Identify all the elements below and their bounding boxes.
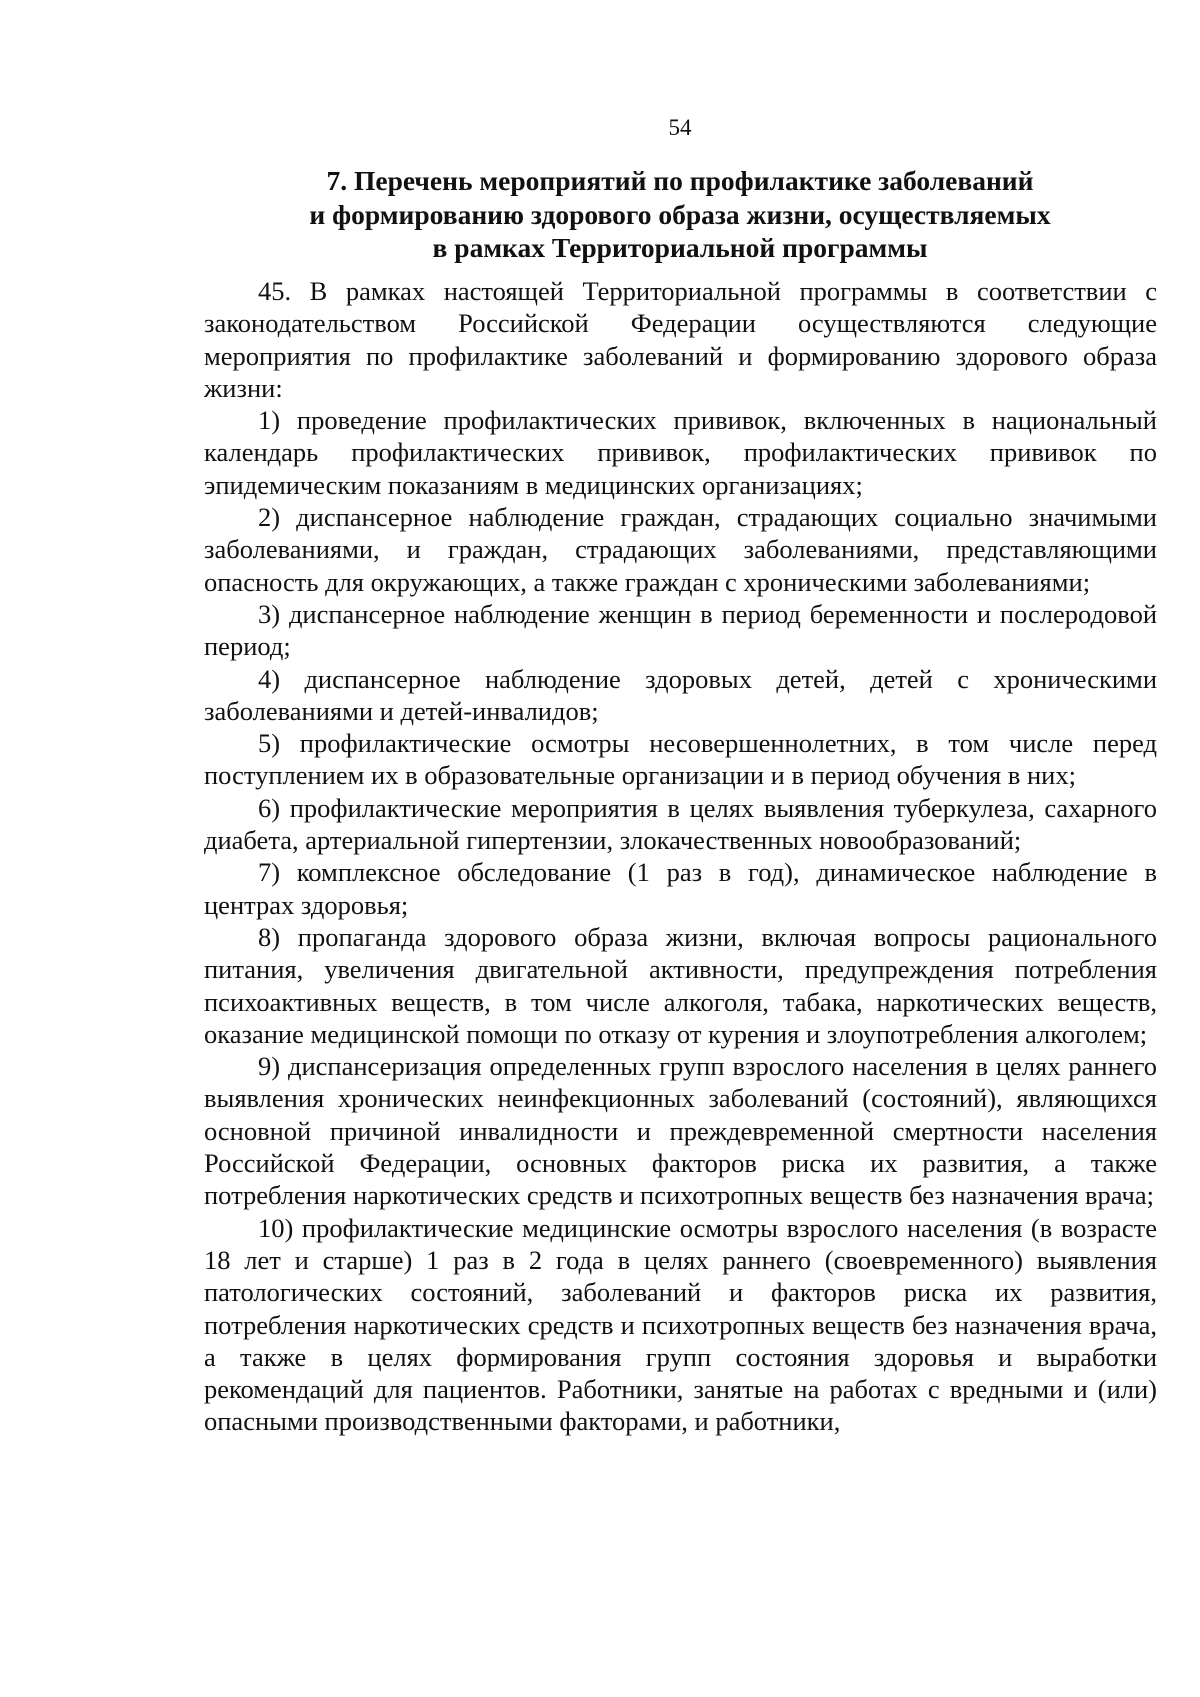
list-item-6: 6) профилактические мероприятия в целях выявления туберкулеза, сахарного диабета, артериальной гипертензии, злокачественных новообразований; (204, 792, 1157, 856)
list-item-1: 1) проведение профилактических прививок, включенных в национальный календарь профилактических прививок, профилактических прививок по эпидемическим показаниям в медицинских организациях; (204, 405, 1157, 500)
list-item-7: 7) комплексное обследование (1 раз в год), динамическое наблюдение в центрах здоровья; (204, 857, 1157, 920)
heading-line: и формированию здорового образа жизни, осуществляемых (309, 198, 1051, 230)
list-item-8: 8) пропаганда здорового образа жизни, включая вопросы рационального питания, увеличения двигательной активности, предупреждения потребления психоактивных веществ, в том числе алкоголя, табака, наркотических веществ, оказание медицинской помощи по отказу от курения и злоупотребления алкоголем; (204, 921, 1157, 1049)
body-text (204, 275, 1157, 1438)
list-item-2: 2) диспансерное наблюдение граждан, страдающих социально значимыми заболеваниями, и граждан, страдающих заболеваниями, представляющими опасность для окружающих, а также граждан с хроническими заболеваниями; (204, 502, 1157, 597)
list-item-3: 3) диспансерное наблюдение женщин в период беременности и послеродовой период; (204, 598, 1157, 662)
list-item-10: 10) профилактические медицинские осмотры взрослого населения (в возрасте 18 лет и старше) 1 раз в 2 года в целях раннего (своевременного) выявления патологических состояний, заболеваний и факторов риска их развития, потребления наркотических средств и психотропных веществ без назначения врача, а также в целях формирования групп состояния здоровья и выработки рекомендаций для пациентов. Работники, занятые на работах с вредными и (или) опасными производственными факторами, и работники, (204, 1212, 1157, 1437)
list-item-5: 5) профилактические осмотры несовершеннолетних, в том числе перед поступлением их в образовательные организации и в период обучения в них; (204, 728, 1157, 791)
heading-line: 7. Перечень мероприятий по профилактике заболеваний (326, 165, 1034, 196)
page-number: 54 (668, 115, 692, 140)
heading-line: в рамках Территориальной программы (432, 232, 928, 263)
list-item-4: 4) диспансерное наблюдение здоровых детей, детей с хроническими заболеваниями и детей-инвалидов; (204, 663, 1157, 726)
paragraph-intro: 45. В рамках настоящей Территориальной программы в соответствии с законодательством Российской Федерации осуществляются следующие мероприятия по профилактике заболеваний и формированию здорового образа жизни: (204, 276, 1157, 403)
list-item-9: 9) диспансеризация определенных групп взрослого населения в целях раннего выявления хронических неинфекционных заболеваний (состояний), являющихся основной причиной инвалидности и преждевременной смертности населения Российской Федерации, основных факторов риска их развития, а также потребления наркотических средств и психотропных веществ без назначения врача; (204, 1051, 1157, 1211)
section-heading (200, 164, 1160, 265)
